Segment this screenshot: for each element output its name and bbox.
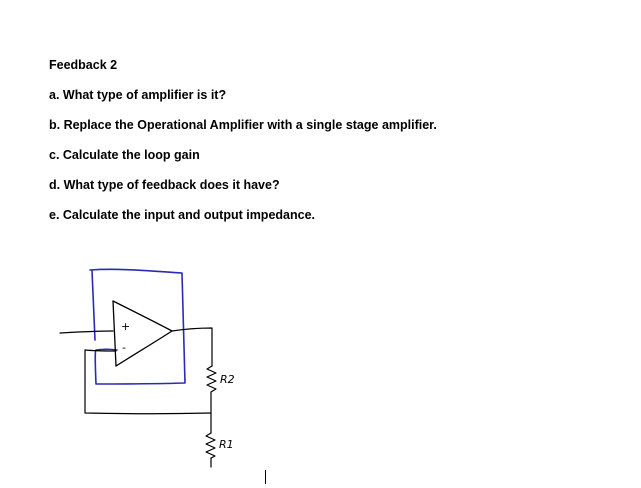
op-amp (113, 301, 172, 366)
r1-label: R1 (219, 438, 234, 451)
resistor-r2 (207, 366, 216, 392)
question-a: a. What type of amplifier is it? (49, 88, 227, 102)
circuit-wires (60, 328, 212, 467)
r2-label: R2 (220, 373, 235, 386)
text-cursor (265, 470, 266, 484)
question-b: b. Replace the Operational Amplifier with a single stage amplifier. (49, 118, 437, 132)
question-e: e. Calculate the input and output impedance. (49, 208, 315, 222)
feedback-loop-highlight (90, 269, 185, 384)
minus-label: - (122, 341, 126, 354)
document-title: Feedback 2 (49, 58, 118, 72)
plus-label: + (121, 320, 131, 333)
question-c: c. Calculate the loop gain (49, 148, 200, 162)
resistor-r1 (206, 433, 215, 458)
question-d: d. What type of feedback does it have? (49, 178, 280, 192)
